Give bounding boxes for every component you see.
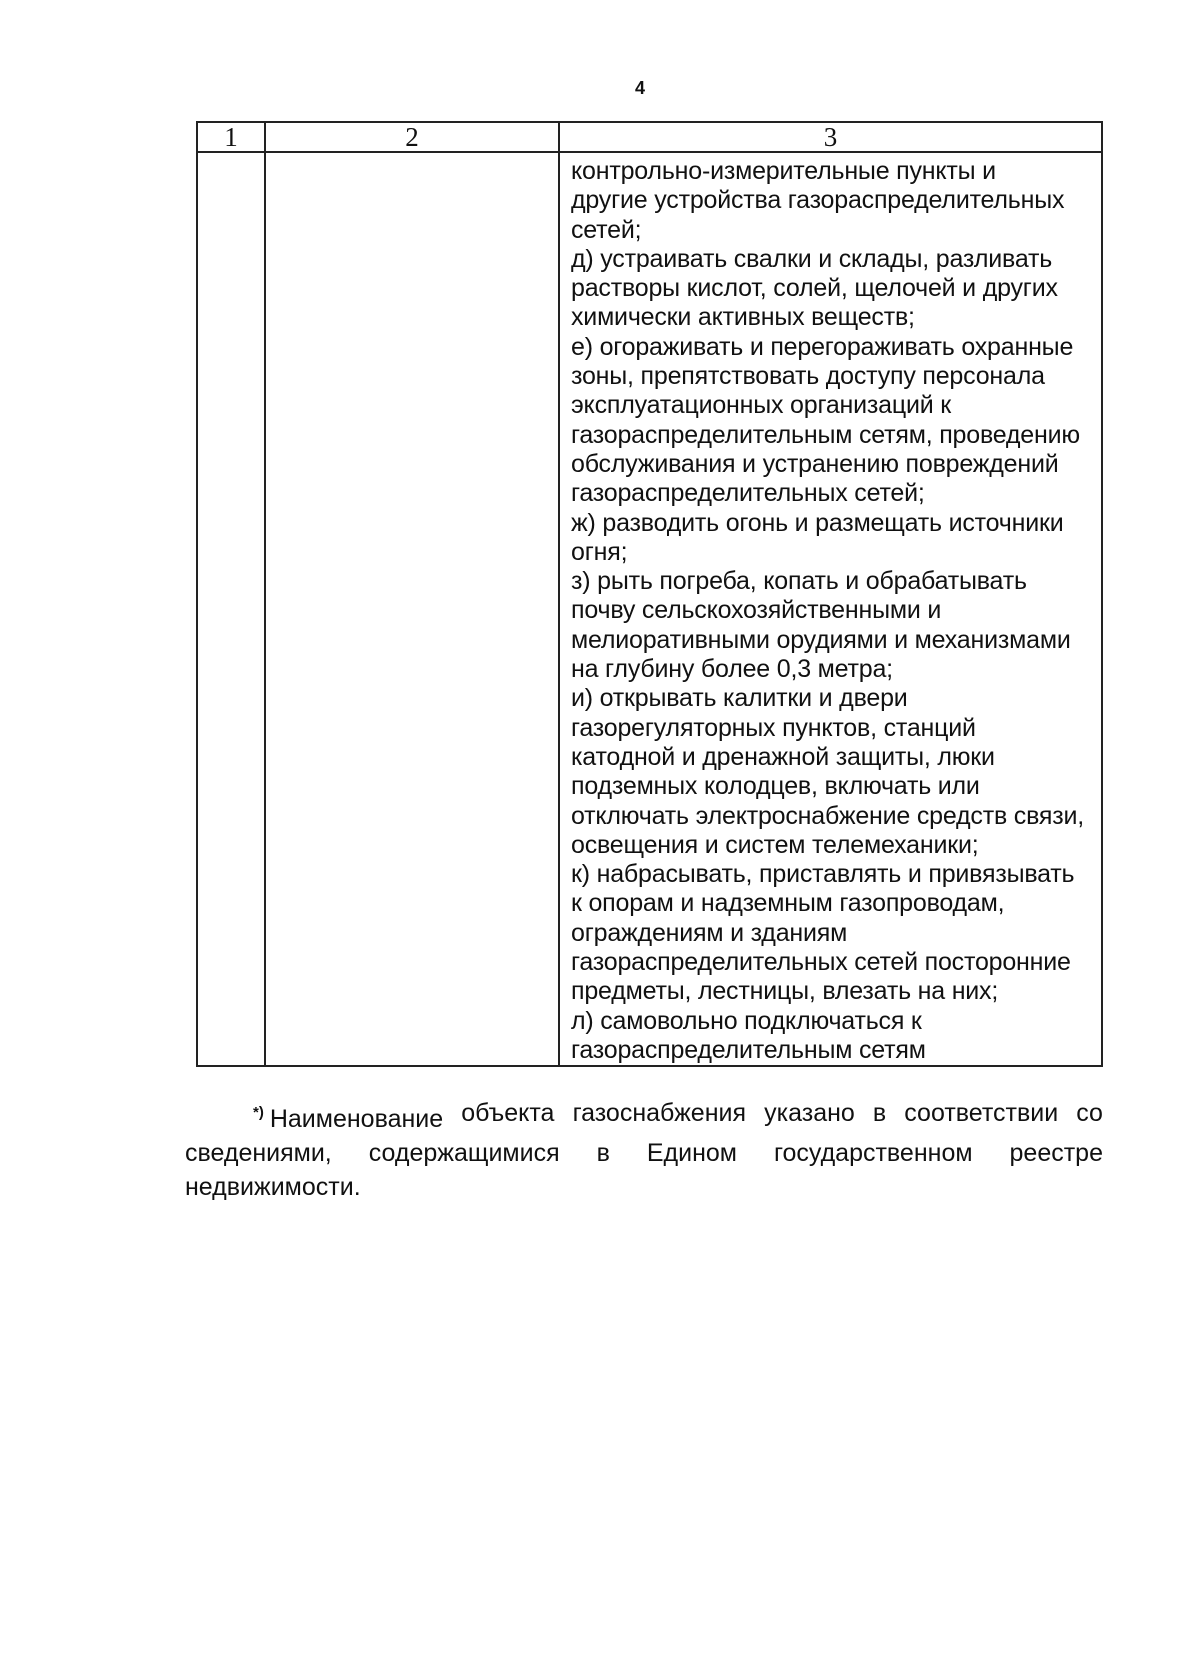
footnote bbox=[185, 1096, 1103, 1204]
footnote-word-text: сведениями, bbox=[185, 1139, 332, 1167]
text-line: химически активных веществ; bbox=[571, 303, 915, 332]
footnote-word bbox=[185, 1136, 332, 1170]
footnote-word bbox=[873, 1096, 886, 1136]
footnote-word bbox=[764, 1096, 855, 1136]
text-line: контрольно-измерительные пункты и bbox=[571, 157, 996, 185]
footnote-word bbox=[597, 1136, 610, 1170]
footnote-word-text: соответствии bbox=[904, 1099, 1059, 1127]
cell-col-1 bbox=[197, 152, 265, 1066]
footnote-word bbox=[461, 1096, 554, 1136]
table-row bbox=[197, 152, 1102, 1066]
text-line: газорегуляторных пунктов, станций bbox=[571, 713, 976, 742]
text-line: к опорам и надземным газопроводам, bbox=[571, 889, 1005, 918]
text-line: газораспределительных сетей посторонние bbox=[571, 948, 1071, 977]
footnote-word-text: Наименование bbox=[269, 1105, 444, 1133]
footnote-line-2 bbox=[185, 1136, 1103, 1170]
text-line: зоны, препятствовать доступу персонала bbox=[571, 362, 1045, 391]
footnote-word-text: со bbox=[1076, 1099, 1103, 1127]
footnote-word-text: указано bbox=[764, 1099, 855, 1127]
text-line: растворы кислот, солей, щелочей и других bbox=[571, 274, 1058, 303]
header-col-1: 1 bbox=[197, 122, 265, 152]
text-line: к) набрасывать, приставлять и привязывать bbox=[571, 860, 1075, 889]
text-line: отключать электроснабжение средств связи, bbox=[571, 801, 1085, 830]
footnote-line-3: недвижимости. bbox=[185, 1173, 361, 1201]
text-line: мелиоративными орудиями и механизмами bbox=[571, 625, 1071, 654]
footnote-word-text: в bbox=[596, 1139, 610, 1167]
header-col-2: 2 bbox=[265, 122, 559, 152]
text-line: ограждениям и зданиям bbox=[571, 918, 848, 947]
footnote-word-text: государственном bbox=[773, 1139, 973, 1167]
footnote-word bbox=[647, 1136, 737, 1170]
text-line: газораспределительным сетям bbox=[571, 1035, 926, 1064]
text-line: сетей; bbox=[571, 215, 642, 244]
footnote-marker: *) bbox=[253, 1104, 264, 1121]
header-col-3: 3 bbox=[559, 122, 1102, 152]
text-line: на глубину более 0,3 метра; bbox=[571, 655, 893, 684]
restrictions-table bbox=[196, 121, 1103, 1067]
footnote-word bbox=[904, 1096, 1058, 1136]
footnote-word-text: содержащимися bbox=[368, 1139, 560, 1167]
cell-col-3 bbox=[559, 152, 1102, 1066]
text-line: и) открывать калитки и двери bbox=[571, 684, 908, 713]
text-line: предметы, лестницы, влезать на них; bbox=[571, 977, 999, 1006]
page-number: 4 bbox=[634, 78, 645, 98]
footnote-word-text: реестре bbox=[1009, 1139, 1103, 1167]
text-line: е) огораживать и перегораживать охранные bbox=[571, 332, 1074, 361]
restrictions-text bbox=[560, 153, 1101, 1065]
text-line: освещения и систем телемеханики; bbox=[571, 830, 979, 859]
footnote-word-text: Едином bbox=[646, 1139, 737, 1167]
text-line: другие устройства газораспределительных bbox=[571, 186, 1065, 215]
text-line: л) самовольно подключаться к bbox=[571, 1006, 922, 1035]
footnote-word bbox=[1076, 1096, 1103, 1136]
footnote-word bbox=[253, 1096, 443, 1136]
cell-col-2 bbox=[265, 152, 559, 1066]
text-line: почву сельскохозяйственными и bbox=[571, 596, 942, 625]
footnote-word bbox=[774, 1136, 973, 1170]
text-line: катодной и дренажной защиты, люки bbox=[571, 742, 995, 771]
text-line: д) устраивать свалки и склады, разливать bbox=[571, 244, 1053, 273]
footnote-word bbox=[573, 1096, 746, 1136]
text-line: огня; bbox=[571, 537, 628, 566]
footnote-word-text: газоснабжения bbox=[572, 1099, 747, 1127]
footnote-word bbox=[369, 1136, 560, 1170]
text-line: газораспределительным сетям, проведению bbox=[571, 420, 1080, 449]
footnote-word-text: объекта bbox=[461, 1099, 555, 1127]
footnote-word-text: в bbox=[872, 1099, 887, 1127]
text-line: з) рыть погреба, копать и обрабатывать bbox=[571, 567, 1027, 596]
text-line: эксплуатационных организаций к bbox=[571, 391, 952, 420]
text-line: обслуживания и устранению повреждений bbox=[571, 449, 1059, 478]
text-line: газораспределительных сетей; bbox=[571, 479, 925, 508]
footnote-line-1 bbox=[185, 1096, 1103, 1136]
table-header-row bbox=[197, 122, 1102, 152]
footnote-word bbox=[1010, 1136, 1103, 1170]
text-line: подземных колодцев, включать или bbox=[571, 772, 980, 801]
text-line: ж) разводить огонь и размещать источники bbox=[571, 508, 1064, 537]
